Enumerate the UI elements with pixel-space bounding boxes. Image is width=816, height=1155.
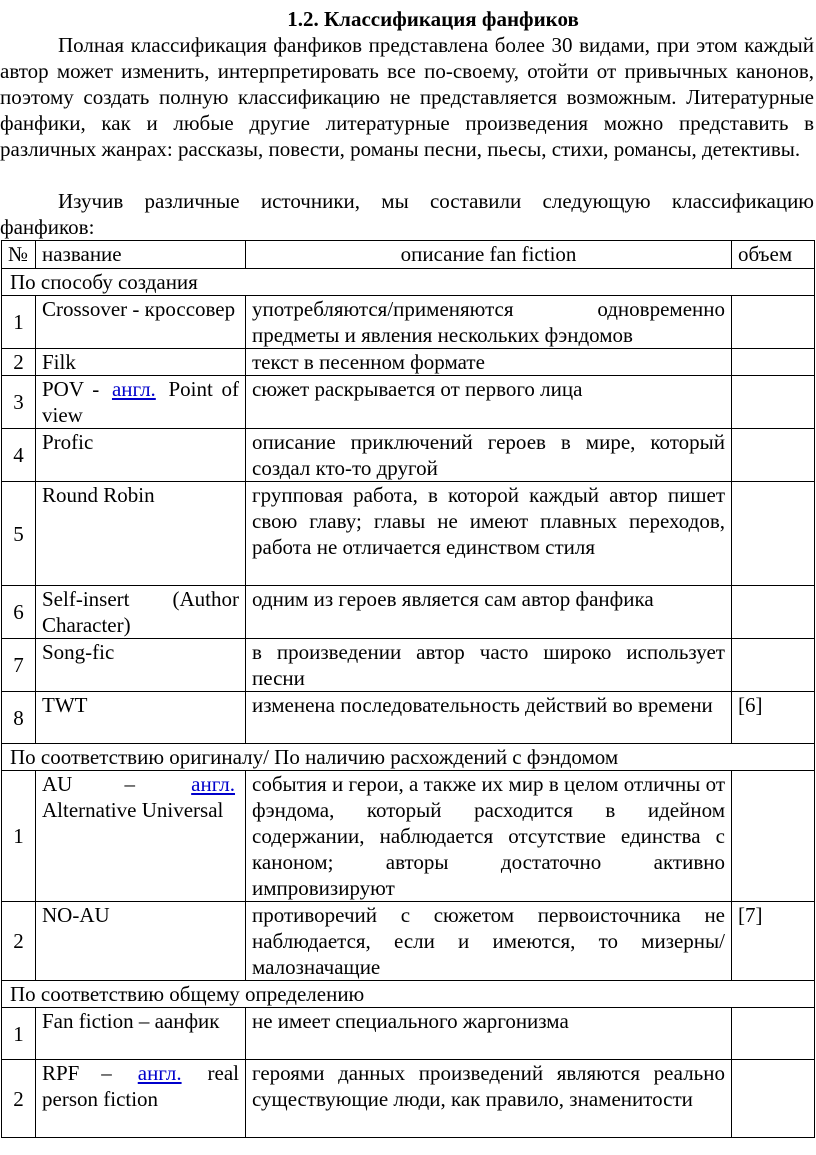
intro-paragraph: Полная классификация фанфиков представлена более 30 видами, при этом каждый автор может изменить, интерпретировать все по-своему, отойти от привычных канонов, поэтому создать полную классификацию не представляется возможным. Литературные фанфики, как и любые другие литературные произведения можно представить в различных жанрах: рассказы, повести, романы песни, пьесы, стихи, романсы, детективы. xyxy=(0,33,814,161)
row-description: описание приключений героев в мире, который создал кто-то другой xyxy=(246,429,732,482)
row-name: Profic xyxy=(36,429,246,482)
row-number: 3 xyxy=(2,376,36,429)
row-name: NO-AU xyxy=(36,902,246,981)
header-description: описание fan fiction xyxy=(246,241,732,269)
table-row xyxy=(2,349,815,376)
row-description: события и герои, а также их мир в целом отличны от фэндома, который расходится в идейном содержании, наблюдается отсутствие единства с каноном; авторы достаточно активно импровизируют xyxy=(246,771,732,902)
table-row xyxy=(2,1008,815,1060)
row-description: противоречий с сюжетом первоисточника не наблюдается, если и имеются, то мизерны/малозначащие xyxy=(246,902,732,981)
row-description: употребляются/применяются одновременно предметы и явления нескольких фэндомов xyxy=(246,296,732,349)
section-heading: 1.2. Классификация фанфиков xyxy=(287,7,579,31)
table-row xyxy=(2,586,815,639)
language-link[interactable]: англ. xyxy=(111,377,156,401)
row-volume xyxy=(732,296,815,349)
name-suffix: real person fiction xyxy=(42,1061,240,1111)
row-number: 1 xyxy=(2,296,36,349)
table-row xyxy=(2,482,815,586)
name-prefix: RPF – xyxy=(42,1061,112,1085)
section-row xyxy=(2,744,815,771)
row-description: не имеет специального жаргонизма xyxy=(246,1008,732,1060)
language-link[interactable]: англ. xyxy=(191,772,235,796)
row-volume xyxy=(732,349,815,376)
row-description: в произведении автор часто широко использует песни xyxy=(246,639,732,692)
name-suffix: Alternative Universal xyxy=(42,798,224,822)
header-number: № xyxy=(2,241,36,269)
row-volume xyxy=(732,429,815,482)
row-number: 2 xyxy=(2,1060,36,1138)
row-number: 5 xyxy=(2,482,36,586)
row-volume xyxy=(732,771,815,902)
row-name xyxy=(36,771,246,902)
row-name: TWT xyxy=(36,692,246,744)
table-lead-paragraph: Изучив различные источники, мы составили следующую классификацию фанфиков: xyxy=(0,189,814,239)
row-name: Song-fic xyxy=(36,639,246,692)
row-number: 7 xyxy=(2,639,36,692)
table-row xyxy=(2,1060,815,1138)
row-description: групповая работа, в которой каждый автор пишет свою главу; главы не имеют плавных переходов, работа не отличается единством стиля xyxy=(246,482,732,586)
row-number: 1 xyxy=(2,771,36,902)
row-description: героями данных произведений являются реально существующие люди, как правило, знаменитости xyxy=(246,1060,732,1138)
row-name: Round Robin xyxy=(36,482,246,586)
row-volume: [6] xyxy=(732,692,815,744)
row-number: 4 xyxy=(2,429,36,482)
section-row xyxy=(2,981,815,1008)
table-row xyxy=(2,296,815,349)
classification-table xyxy=(1,240,815,1138)
section-row xyxy=(2,269,815,296)
row-name: Crossover - кроссовер xyxy=(36,296,246,349)
row-number: 6 xyxy=(2,586,36,639)
table-row xyxy=(2,692,815,744)
language-link[interactable]: англ. xyxy=(137,1061,182,1085)
row-number: 2 xyxy=(2,349,36,376)
row-name xyxy=(36,376,246,429)
header-name: название xyxy=(36,241,246,269)
table-header-row xyxy=(2,241,815,269)
section-title: По способу создания xyxy=(2,269,815,296)
row-description: текст в песенном формате xyxy=(246,349,732,376)
table-row xyxy=(2,429,815,482)
row-volume xyxy=(732,639,815,692)
section-title: По соответствию общему определению xyxy=(2,981,815,1008)
table-row xyxy=(2,639,815,692)
row-number: 1 xyxy=(2,1008,36,1060)
row-description: изменена последовательность действий во времени xyxy=(246,692,732,744)
row-volume: [7] xyxy=(732,902,815,981)
table-row xyxy=(2,771,815,902)
row-volume xyxy=(732,482,815,586)
row-description: сюжет раскрывается от первого лица xyxy=(246,376,732,429)
row-volume xyxy=(732,1008,815,1060)
name-suffix: Point of view xyxy=(42,377,239,427)
table-row xyxy=(2,902,815,981)
section-title: По соответствию оригиналу/ По наличию расхождений с фэндомом xyxy=(2,744,815,771)
row-volume xyxy=(732,586,815,639)
row-name xyxy=(36,1060,246,1138)
row-volume xyxy=(732,1060,815,1138)
row-volume xyxy=(732,376,815,429)
name-prefix: AU – xyxy=(42,772,135,796)
row-number: 2 xyxy=(2,902,36,981)
name-prefix: POV - xyxy=(42,377,100,401)
row-name: Filk xyxy=(36,349,246,376)
row-name: Fan fiction – аанфик xyxy=(36,1008,246,1060)
row-description: одним из героев является сам автор фанфика xyxy=(246,586,732,639)
table-row xyxy=(2,376,815,429)
header-volume: объем xyxy=(732,241,815,269)
table-body xyxy=(2,269,815,1138)
row-number: 8 xyxy=(2,692,36,744)
row-name: Self-insert (Author Character) xyxy=(36,586,246,639)
